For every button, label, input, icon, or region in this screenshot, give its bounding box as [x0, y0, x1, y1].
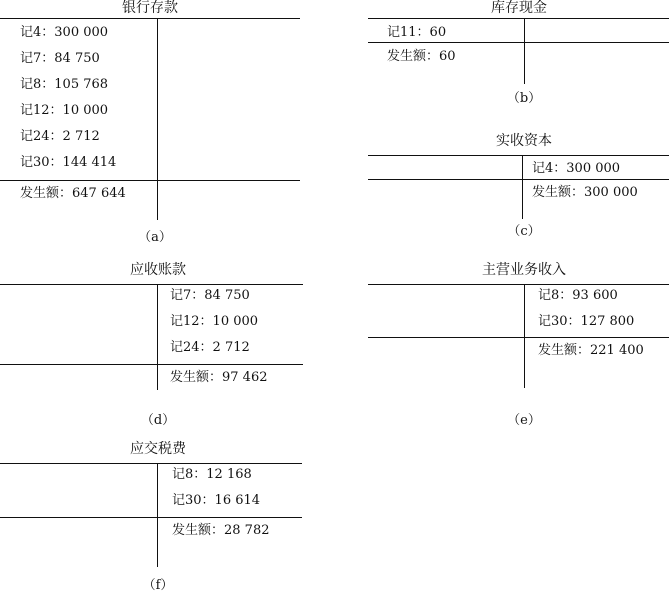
t-account-total-line	[368, 42, 669, 43]
credit-entry: 记8：93 600	[538, 288, 618, 303]
debit-entry: 记12：10 000	[20, 103, 109, 118]
debit-total: 发生额：60	[387, 49, 456, 64]
t-account-top-line	[0, 284, 303, 285]
credit-entry: 记8：12 168	[172, 467, 252, 482]
figure-caption: （d）	[140, 413, 176, 428]
t-account-divider	[157, 463, 158, 567]
figure-caption: （b）	[506, 91, 542, 106]
credit-entry: 记30：16 614	[172, 493, 261, 508]
figure-caption: （a）	[138, 230, 172, 245]
t-account-top-line	[368, 284, 669, 285]
figure-caption: （f）	[142, 578, 174, 593]
debit-entry: 记7：84 750	[20, 51, 100, 66]
t-account-top-line	[368, 18, 669, 19]
credit-entry: 记7：84 750	[170, 288, 250, 303]
account-title: 应收账款	[130, 262, 186, 278]
t-account-total-line	[368, 337, 669, 338]
credit-entry: 记4：300 000	[532, 161, 621, 176]
t-account-divider	[522, 155, 523, 219]
debit-entry: 记4：300 000	[20, 25, 109, 40]
figure-caption: （e）	[507, 413, 541, 428]
credit-total: 发生额：28 782	[172, 523, 270, 538]
t-account-top-line	[0, 18, 300, 19]
credit-entry: 记30：127 800	[538, 314, 635, 329]
credit-total: 发生额：221 400	[538, 343, 644, 358]
debit-entry: 记30：144 414	[20, 155, 117, 170]
t-account-total-line	[368, 179, 669, 180]
credit-entry: 记12：10 000	[170, 314, 259, 329]
account-title: 实收资本	[496, 133, 552, 149]
t-account-total-line	[0, 180, 300, 181]
debit-entry: 记24：2 712	[20, 129, 100, 144]
account-title: 库存现金	[491, 0, 547, 16]
credit-entry: 记24：2 712	[170, 340, 250, 355]
t-account-top-line	[368, 155, 669, 156]
account-title: 主营业务收入	[482, 262, 566, 278]
debit-entry: 记8：105 768	[20, 77, 109, 92]
account-title: 应交税费	[130, 441, 186, 457]
t-account-divider	[157, 284, 158, 390]
debit-total: 发生额：647 644	[20, 186, 126, 201]
t-account-top-line	[0, 463, 302, 464]
credit-total: 发生额：300 000	[532, 185, 638, 200]
t-account-divider	[157, 18, 158, 220]
debit-entry: 记11：60	[387, 25, 447, 40]
figure-caption: （c）	[507, 224, 541, 239]
credit-total: 发生额：97 462	[170, 370, 268, 385]
t-account-total-line	[0, 517, 302, 518]
t-account-divider	[524, 284, 525, 388]
account-title: 银行存款	[122, 0, 178, 16]
t-account-total-line	[0, 364, 303, 365]
t-account-divider	[524, 18, 525, 84]
